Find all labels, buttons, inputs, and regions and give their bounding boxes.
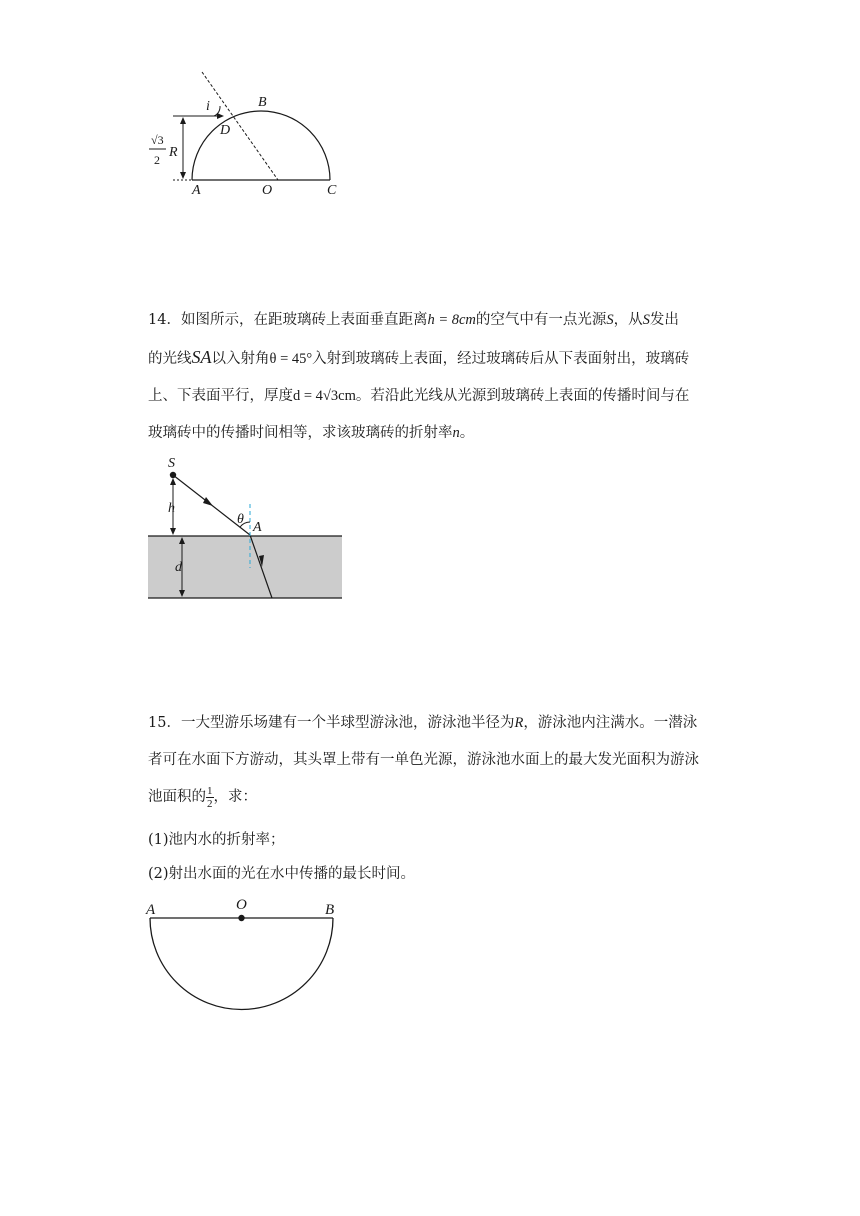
label-O: O xyxy=(262,183,273,198)
normal-dashed-line xyxy=(202,72,278,180)
label-h: h xyxy=(168,501,175,516)
hemisphere-pool-figure xyxy=(140,895,350,1015)
semicircle-refraction-figure xyxy=(140,68,350,198)
question-15: 15．一大型游乐场建有一个半球型游泳池，游泳池半径为R，游泳池内注满水。一潜泳 者可在水面下方游动，其头罩上带有一单色光源，游泳池水面上的最大发光面积为游泳 池面积的 $\frac{1}{2}$ ，求： xyxy=(148,715,699,810)
label-C: C xyxy=(327,183,337,198)
label-A: A xyxy=(253,520,262,535)
q15-number: 15． xyxy=(148,715,181,731)
height-frac-num: √3 xyxy=(151,133,164,147)
height-frac-den: 2 xyxy=(154,153,160,167)
q14-d-eq: d = 4√3cm xyxy=(293,388,356,404)
q14-h-eq: h = 8cm xyxy=(427,312,476,328)
q15-subquestion-2: (2)射出水面的光在水中传播的最长时间。 xyxy=(148,866,416,882)
q14-SA: SA xyxy=(191,347,212,367)
label-i: i xyxy=(206,99,210,114)
label-D: D xyxy=(220,123,231,138)
label-B: B xyxy=(325,902,335,918)
q15-subquestion-1: (1)池内水的折射率； xyxy=(148,832,285,848)
glass-slab-figure xyxy=(140,452,350,604)
label-O: O xyxy=(236,897,247,913)
label-A: A xyxy=(192,183,201,198)
label-d: d xyxy=(175,560,182,575)
q15-fraction: $\frac{1}{2}$ xyxy=(207,784,213,810)
label-R: R xyxy=(169,145,178,160)
q14-theta-eq: θ = 45° xyxy=(269,351,313,367)
pool-arc xyxy=(150,918,333,1010)
label-A: A xyxy=(146,902,156,918)
question-14: 14．如图所示，在距玻璃砖上表面垂直距离h = 8cm的空气中有一点光源S，从S发出 的光线SA以入射角θ = 45°入射到玻璃砖上表面，经过玻璃砖后从下表面射出，玻璃砖 上、下表面平行，厚度d = 4√3cm。若沿此光线从光源到玻璃砖上表面的传播时间与在 玻璃砖中的传播时间相等，求该玻璃砖的折射率n。 xyxy=(148,312,690,441)
label-B: B xyxy=(258,95,267,110)
center-point-O xyxy=(238,915,244,921)
q14-number: 14． xyxy=(148,312,181,328)
label-S: S xyxy=(168,456,175,471)
label-theta: θ xyxy=(237,512,244,527)
semicircle-arc xyxy=(192,111,330,180)
